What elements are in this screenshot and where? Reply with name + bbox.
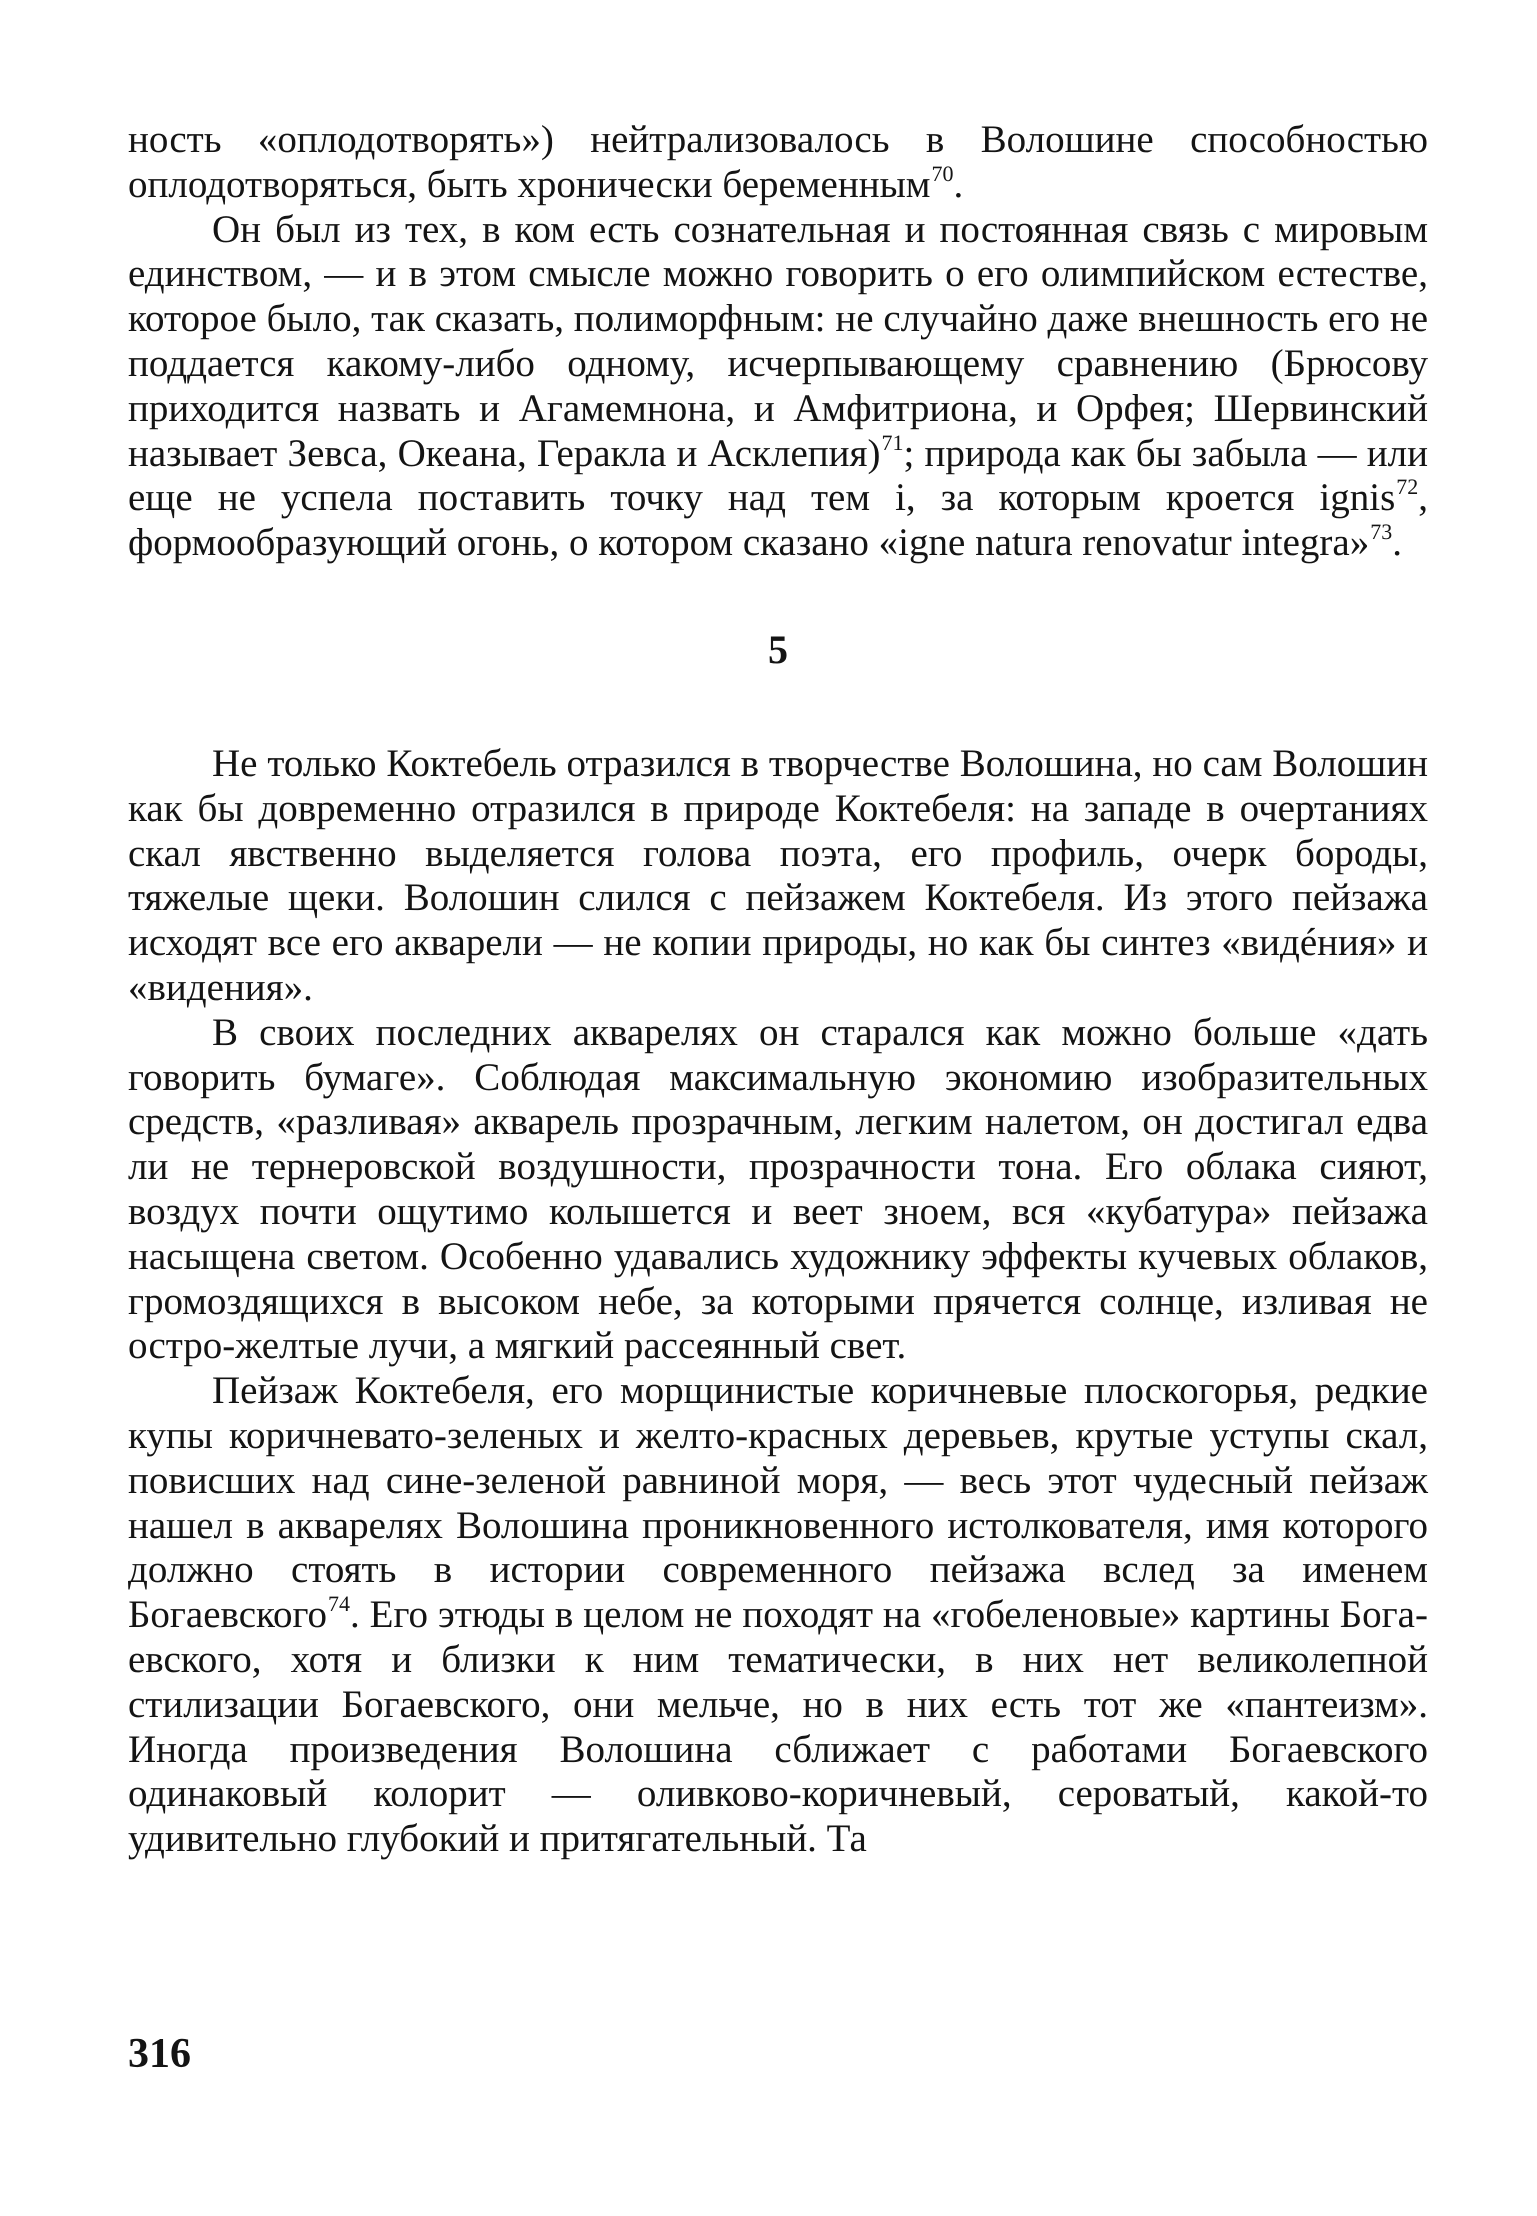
- paragraph-5-text-2: . Его этюды в целом не походят на «гобеленовые» картины Богаевского, хотя и близки к ним тематически, в них нет великолепной стилизации Богаевского, они мельче, но в них есть тот же «пантеизм». Иногда произведения Волошина сближает с работами Богаевского одинаковый колорит — оливково-коричневый, сероватый, какой-то удивительно глубокий и притягательный. Та: [128, 1593, 1428, 1861]
- paragraph-2-text-1: Он был из тех, в ком есть сознательная и постоянная связь с мировым единством, — и в этом смысле можно говорить о его олимпийском естестве, которое было, так сказать, полиморфным: не случайно даже внешность его не поддается какому-либо одному, исчерпывающему сравнению (Брюсову приходится назвать и Агамемнона, и Амфитриона, и Орфея; Шервинский называет Зевса, Океана, Геракла и Асклепия): [128, 207, 1428, 475]
- footnote-ref-73[interactable]: 73: [1370, 519, 1393, 545]
- paragraph-3-text-1: Не только Коктебель отразился в творчестве Волошина, но сам Волошин как бы довременно отразился в природе Коктебеля: на западе в очертаниях скал явственно выделяется голова поэта, его профиль, очерк бороды, тяжелые щеки. Волошин слился с пейзажем Коктебеля. Из этого пейзажа исходят все его акварели — не копии природы, но как бы синтез «видéния» и «видения».: [128, 741, 1428, 1009]
- paragraph-5: [128, 1369, 1428, 1862]
- paragraph-3: [128, 742, 1428, 1011]
- footnote-ref-74[interactable]: 74: [328, 1591, 350, 1617]
- footnote-ref-71[interactable]: 71: [881, 429, 904, 455]
- paragraph-1-text-2: .: [953, 162, 964, 206]
- footnote-ref-72[interactable]: 72: [1396, 474, 1419, 500]
- paragraph-4: [128, 1011, 1428, 1369]
- footnote-ref-70[interactable]: 70: [931, 160, 954, 186]
- page-body: [128, 118, 1428, 1862]
- page-number: 316: [128, 2031, 191, 2077]
- paragraph-2: [128, 208, 1428, 566]
- paragraph-5-text-1: Пейзаж Коктебеля, его морщинистые коричневые плоскогорья, редкие купы коричневато-зеленых и желто-красных деревьев, крутые уступы скал, повисших над сине-зеленой равниной моря, — весь этот чудесный пейзаж нашел в акварелях Волошина проникновенного истолкователя, имя которого должно стоять в истории современного пейзажа вслед за именем Богаевского: [128, 1369, 1428, 1637]
- paragraph-2-text-2: ; природа как бы забыла — или еще не успела поставить точку над тем i, за которым кроется ignis: [128, 431, 1428, 520]
- paragraph-1: [128, 118, 1428, 208]
- paragraph-2-text-4: .: [1392, 521, 1402, 565]
- paragraph-2-text-3: , формообразующий огонь, о котором сказано «igne natura renovatur integra»: [128, 476, 1428, 565]
- paragraph-4-text-1: В своих последних акварелях он старался как можно больше «дать говорить бумаге». Соблюдая максимальную экономию изобразительных средств, «разливая» акварель прозрачным, легким налетом, он достигал едва ли не тернеровской воздушности, прозрачности тона. Его облака сияют, воздух почти ощутимо колышется и веет зноем, вся «кубатура» пейзажа насыщена светом. Особенно удавались художнику эффекты кучевых облаков, громоздящихся в высоком небе, за которыми прячется солнце, изливая не остро-желтые лучи, а мягкий рассеянный свет.: [128, 1010, 1428, 1368]
- section-number: 5: [768, 626, 788, 672]
- paragraph-1-text-1: ность «оплодотворять») нейтрализовалось в Волошине способностью оплодотворяться, быть хронически беременным: [128, 118, 1428, 206]
